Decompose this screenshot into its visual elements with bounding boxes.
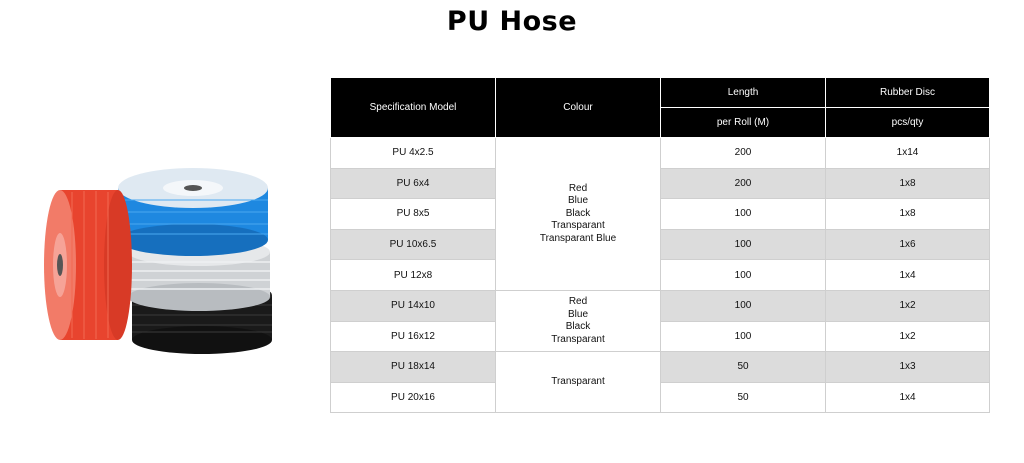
spec-model-cell: PU 18x14 (331, 352, 496, 383)
table-row (331, 352, 990, 383)
table-row (331, 229, 990, 260)
header-length-unit: per Roll (M) (661, 108, 826, 138)
table-row (331, 138, 990, 169)
blue-reel (118, 168, 268, 256)
table-row (331, 290, 990, 321)
colour-value: Transparant (551, 376, 605, 387)
rubber-disc-cell: 1x4 (826, 382, 990, 413)
spec-model-cell: PU 8x5 (331, 199, 496, 230)
colour-group-cell (496, 352, 661, 413)
spec-model-cell: PU 12x8 (331, 260, 496, 291)
colour-value: Black (565, 321, 591, 333)
length-cell: 100 (661, 229, 826, 260)
spec-model-cell: PU 4x2.5 (331, 138, 496, 169)
rubber-disc-cell: 1x2 (826, 290, 990, 321)
header-spec-model: Specification Model (331, 78, 496, 138)
pu-hose-reels-image (40, 160, 290, 360)
colour-value: Blue (567, 308, 588, 320)
rubber-disc-cell: 1x14 (826, 138, 990, 169)
header-colour: Colour (496, 78, 661, 138)
colour-value: Blue (567, 195, 588, 207)
colour-value: Red (568, 296, 588, 308)
colour-group-cell (496, 290, 661, 351)
rubber-disc-cell: 1x2 (826, 321, 990, 352)
colour-value: Red (568, 182, 588, 194)
table-row (331, 199, 990, 230)
colour-group-cell (496, 138, 661, 291)
length-cell: 200 (661, 138, 826, 169)
table-row (331, 168, 990, 199)
length-cell: 100 (661, 290, 826, 321)
table-row (331, 321, 990, 352)
spec-model-cell: PU 14x10 (331, 290, 496, 321)
spec-model-cell: PU 10x6.5 (331, 229, 496, 260)
colour-value: Transparant (551, 333, 605, 345)
header-length: Length (661, 78, 826, 108)
rubber-disc-cell: 1x4 (826, 260, 990, 291)
length-cell: 50 (661, 352, 826, 383)
length-cell: 50 (661, 382, 826, 413)
rubber-disc-cell: 1x8 (826, 168, 990, 199)
rubber-disc-cell: 1x8 (826, 199, 990, 230)
table-row (331, 260, 990, 291)
table-row (331, 382, 990, 413)
rubber-disc-cell: 1x6 (826, 229, 990, 260)
specification-table (330, 77, 990, 413)
length-cell: 100 (661, 260, 826, 291)
colour-value: Transparant (551, 220, 605, 232)
colour-value: Black (565, 207, 591, 219)
rubber-disc-cell: 1x3 (826, 352, 990, 383)
length-cell: 100 (661, 321, 826, 352)
colour-value: Transparant Blue (539, 232, 617, 244)
red-reel (44, 190, 132, 340)
length-cell: 100 (661, 199, 826, 230)
spec-model-cell: PU 20x16 (331, 382, 496, 413)
length-cell: 200 (661, 168, 826, 199)
spec-model-cell: PU 6x4 (331, 168, 496, 199)
header-rubber-disc: Rubber Disc (826, 78, 990, 108)
header-rubber-disc-unit: pcs/qty (826, 108, 990, 138)
page-title: PU Hose (446, 6, 578, 37)
spec-model-cell: PU 16x12 (331, 321, 496, 352)
